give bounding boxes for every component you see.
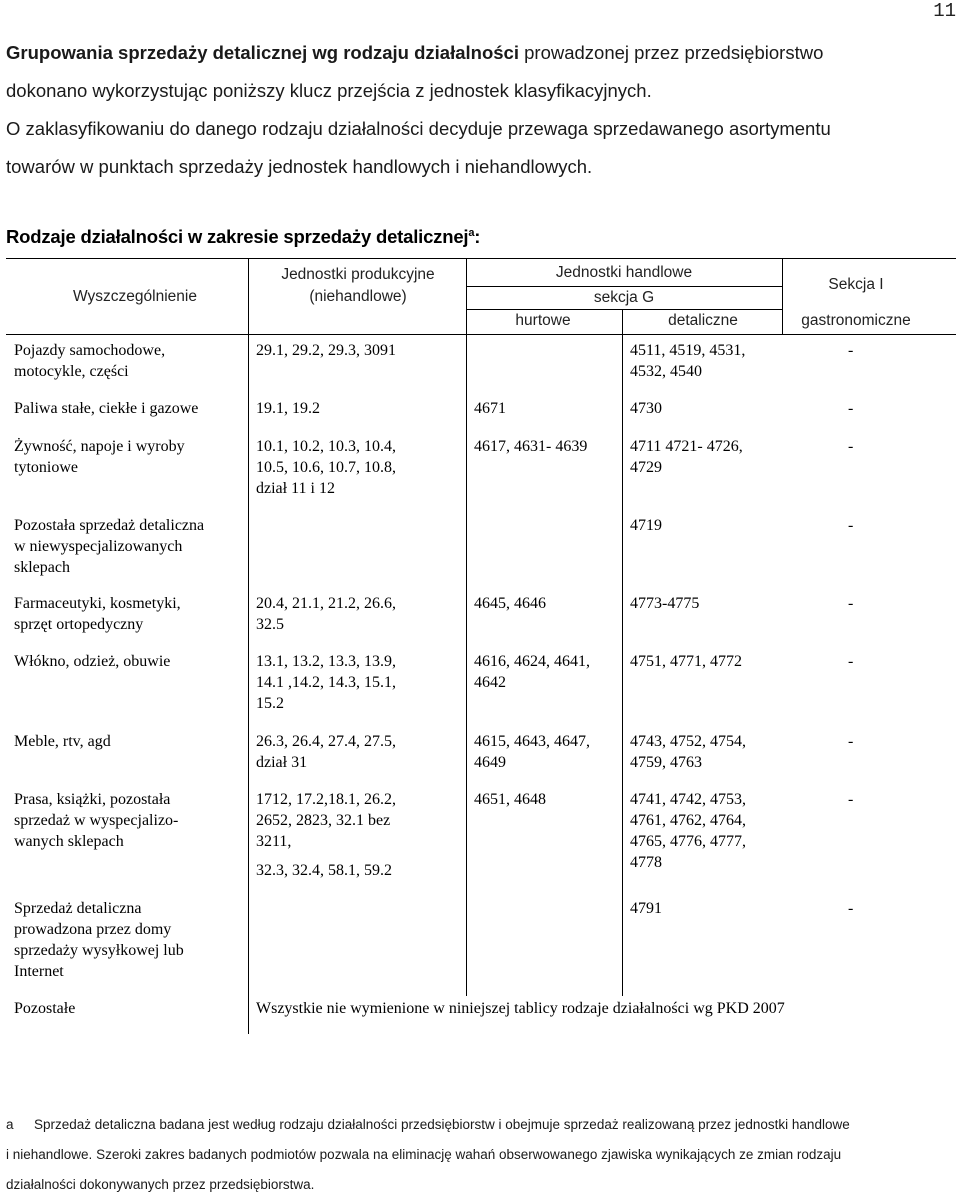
table-title-footnote-mark: a — [468, 226, 475, 239]
row-5-hurt-line: 4642 — [474, 674, 506, 691]
intro-line-2: dokonano wykorzystując poniższy klucz przejścia z jednostek klasyfikacyjnych. — [6, 80, 652, 101]
row-6-hurt-line: 4649 — [474, 754, 506, 771]
footnote-line-1-text: Sprzedaż detaliczna badana jest według rodzaju działalności przedsiębiorstw i obejmuje sprzedaż realizowaną przez jednostki handlowe — [34, 1117, 850, 1132]
row-5-gastro: - — [848, 653, 854, 670]
row-4-prod-line: 20.4, 21.1, 21.2, 26.6, — [256, 595, 396, 612]
header-hurtowe: hurtowe — [515, 312, 571, 329]
footnote-line-3: działalności dokonywanych przez przedsiębiorstwa. — [6, 1177, 315, 1192]
header-divider-1 — [248, 258, 249, 334]
row-5-hurt-line: 4616, 4624, 4641, — [474, 653, 590, 670]
table-title-text: Rodzaje działalności w zakresie sprzedaży detalicznej — [6, 226, 469, 247]
row-5-prod-line: 13.1, 13.2, 13.3, 13.9, — [256, 653, 396, 670]
row-6-hurt-line: 4615, 4643, 4647, — [474, 733, 590, 750]
row-7-gastro: - — [848, 791, 854, 808]
row-7-det-line: 4761, 4762, 4764, — [630, 812, 746, 829]
row-4-det-line: 4773-4775 — [630, 595, 700, 612]
row-1-det-line: 4730 — [630, 400, 662, 417]
header-divider-3 — [622, 309, 623, 334]
row-6-name-line: Meble, rtv, agd — [14, 733, 111, 750]
row-4-hurt-line: 4645, 4646 — [474, 595, 546, 612]
row-8-name-line: Internet — [14, 963, 64, 980]
footnote — [6, 1110, 956, 1200]
header-sub-rule — [466, 309, 782, 310]
row-2-prod-line: dział 11 i 12 — [256, 480, 335, 497]
row-8-det-line: 4791 — [630, 900, 662, 917]
footnote-line-2: i niehandlowe. Szeroki zakres badanych podmiotów pozwala na eliminację wahań obserwowanego zjawiska wynikających ze zmian rodzaju — [6, 1147, 842, 1162]
body-divider-3 — [622, 334, 623, 996]
intro-line-1 — [6, 34, 956, 72]
row-6-prod-line: 26.3, 26.4, 27.4, 27.5, — [256, 733, 396, 750]
header-produkcyjne-line-2: (niehandlowe) — [309, 288, 407, 305]
row-7-prod-line: 32.3, 32.4, 58.1, 59.2 — [256, 862, 392, 879]
row-8-name-line: sprzedaży wysyłkowej lub — [14, 942, 184, 959]
row-3-det-line: 4719 — [630, 517, 662, 534]
row-8-name-line: Sprzedaż detaliczna — [14, 900, 142, 917]
row-8-name-line: prowadzona przez domy — [14, 921, 172, 938]
row-5-prod-line: 15.2 — [256, 695, 284, 712]
intro-paragraph — [6, 34, 956, 186]
row-1-hurt-line: 4671 — [474, 400, 506, 417]
row-2-gastro: - — [848, 438, 854, 455]
body-divider-1 — [248, 334, 249, 1034]
row-pozostale-text: Wszystkie nie wymienione w niniejszej tablicy rodzaje działalności wg PKD 2007 — [256, 1000, 785, 1017]
intro-line-3: O zaklasyfikowaniu do danego rodzaju działalności decyduje przewaga sprzedawanego asortymentu — [6, 118, 831, 139]
header-divider-4 — [782, 258, 783, 334]
header-produkcyjne-line-1: Jednostki produkcyjne — [281, 266, 435, 283]
row-5-det-line: 4751, 4771, 4772 — [630, 653, 742, 670]
row-6-prod-line: dział 31 — [256, 754, 308, 771]
row-3-gastro: - — [848, 517, 854, 534]
row-6-gastro: - — [848, 733, 854, 750]
row-0-prod-line: 29.1, 29.2, 29.3, 3091 — [256, 342, 396, 359]
header-handlowe: Jednostki handlowe — [555, 264, 693, 281]
row-8-gastro: - — [848, 900, 854, 917]
header-gastronomiczne: gastronomiczne — [801, 312, 911, 329]
table-title — [6, 226, 480, 248]
row-7-name-line: wanych sklepach — [14, 833, 124, 850]
row-1-gastro: - — [848, 400, 854, 417]
footnote-line-1 — [6, 1110, 956, 1140]
row-3-name-line: w niewyspecjalizowanych — [14, 538, 183, 555]
row-3-name-line: sklepach — [14, 559, 70, 576]
row-7-prod-line: 3211, — [256, 833, 292, 850]
row-2-hurt-line: 4617, 4631- 4639 — [474, 438, 588, 455]
row-2-prod-line: 10.1, 10.2, 10.3, 10.4, — [256, 438, 396, 455]
header-sekcja-g: sekcja G — [593, 289, 655, 306]
row-2-name-line: tytoniowe — [14, 459, 78, 476]
row-7-prod-line: 2652, 2823, 32.1 bez — [256, 812, 391, 829]
row-2-prod-line: 10.5, 10.6, 10.7, 10.8, — [256, 459, 396, 476]
row-0-det-line: 4532, 4540 — [630, 363, 702, 380]
header-wyszczegolnienie: Wyszczególnienie — [73, 288, 197, 305]
page-number: 11 — [933, 0, 956, 22]
row-7-det-line: 4741, 4742, 4753, — [630, 791, 746, 808]
row-4-gastro: - — [848, 595, 854, 612]
row-7-name-line: sprzedaż w wyspecjalizo- — [14, 812, 179, 829]
intro-line-4: towarów w punktach sprzedaży jednostek handlowych i niehandlowych. — [6, 156, 593, 177]
table-title-colon: : — [474, 226, 481, 247]
row-0-name-line: motocykle, części — [14, 363, 129, 380]
header-handlowe-rule — [466, 286, 782, 287]
row-7-det-line: 4778 — [630, 854, 662, 871]
footnote-mark: a — [6, 1117, 14, 1132]
row-pozostale-name: Pozostałe — [14, 1000, 76, 1017]
row-5-name-line: Włókno, odzież, obuwie — [14, 653, 171, 670]
row-2-name-line: Żywność, napoje i wyroby — [14, 438, 185, 455]
row-7-name-line: Prasa, książki, pozostała — [14, 791, 171, 808]
row-4-name-line: Farmaceutyki, kosmetyki, — [14, 595, 181, 612]
row-2-det-line: 4729 — [630, 459, 662, 476]
row-5-prod-line: 14.1 ,14.2, 14.3, 15.1, — [256, 674, 396, 691]
row-6-det-line: 4759, 4763 — [630, 754, 702, 771]
row-2-det-line: 4711 4721- 4726, — [630, 438, 743, 455]
header-bottom-rule — [6, 334, 956, 335]
row-1-name-line: Paliwa stałe, ciekłe i gazowe — [14, 400, 199, 417]
header-detaliczne: detaliczne — [668, 312, 738, 329]
header-top-rule — [6, 258, 956, 259]
row-4-prod-line: 32.5 — [256, 616, 284, 633]
body-divider-2 — [466, 334, 467, 996]
row-0-name-line: Pojazdy samochodowe, — [14, 342, 166, 359]
intro-line-1-rest: prowadzonej przez przedsiębiorstwo — [518, 42, 824, 63]
row-0-gastro: - — [848, 342, 854, 359]
row-0-det-line: 4511, 4519, 4531, — [630, 342, 746, 359]
row-7-hurt-line: 4651, 4648 — [474, 791, 546, 808]
intro-bold-lead: Grupowania sprzedaży detalicznej wg rodzaju działalności — [6, 42, 519, 63]
row-6-det-line: 4743, 4752, 4754, — [630, 733, 746, 750]
header-sekcja-i: Sekcja I — [828, 276, 884, 293]
row-1-prod-line: 19.1, 19.2 — [256, 400, 320, 417]
row-3-name-line: Pozostała sprzedaż detaliczna — [14, 517, 205, 534]
row-7-prod-line: 1712, 17.2,18.1, 26.2, — [256, 791, 396, 808]
row-4-name-line: sprzęt ortopedyczny — [14, 616, 144, 633]
row-7-det-line: 4765, 4776, 4777, — [630, 833, 746, 850]
header-divider-2 — [466, 258, 467, 334]
